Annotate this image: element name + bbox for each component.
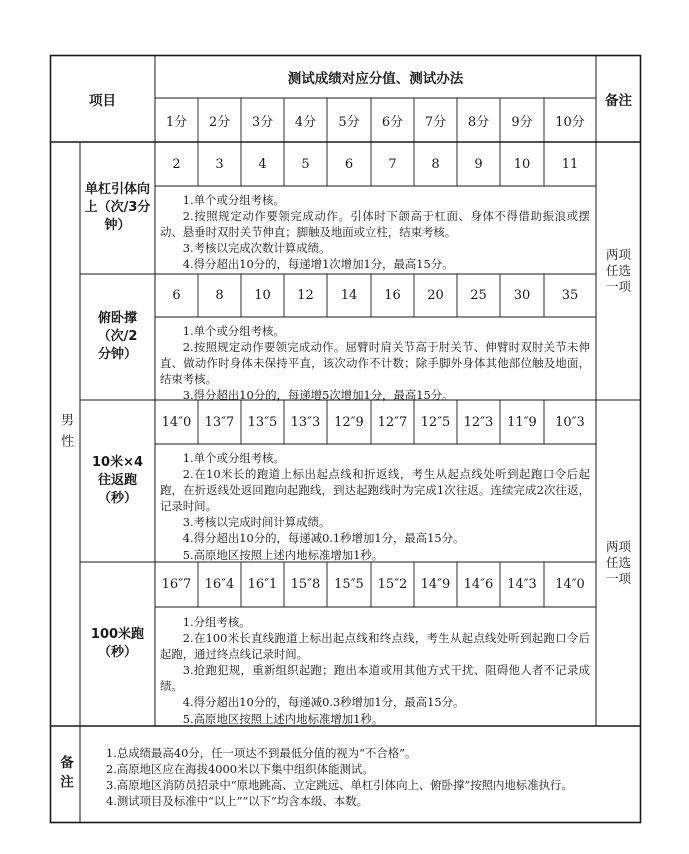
gender-label: 男性 — [58, 413, 73, 455]
value-cell: 13″5 — [247, 414, 278, 430]
rule-line: 4.得分超出10分的，每递增1次增加1分，最高15分。 — [182, 257, 454, 272]
value-cell: 20 — [427, 288, 444, 303]
rule-line: 4.得分超出10分的，每递减0.1秒增加1分，最高15分。 — [182, 531, 465, 546]
rule-line: 4.得分超出10分的，每递减0.3秒增加1分，最高15分。 — [182, 695, 465, 710]
value-cell: 5 — [301, 156, 310, 172]
score-7: 7分 — [424, 114, 447, 130]
value-cell: 14″3 — [507, 577, 537, 592]
value-cell: 10 — [513, 156, 531, 172]
score-6: 6分 — [381, 114, 404, 130]
value-cell: 16″1 — [247, 577, 278, 592]
score-3: 3分 — [251, 114, 274, 130]
rule-line: 3.考核以完成时间计算成绩。 — [182, 515, 331, 530]
footer-note: 1.总成绩最高40分，任一项达不到最低分值的视为“不合格”。 — [106, 746, 417, 760]
rule-line: 3.考核以完成次数计算成绩。 — [182, 241, 331, 256]
value-cell: 35 — [561, 288, 579, 303]
value-cell: 16″7 — [161, 577, 192, 592]
value-cell: 15″8 — [290, 577, 321, 592]
footer-note: 3.高原地区消防员招录中“原地跳高、立定跳远、单杠引体向上、俯卧撑”按照内地标准执行。 — [106, 778, 573, 793]
value-cell: 11″9 — [507, 414, 537, 430]
value-cell: 16 — [384, 288, 401, 303]
rules-pushup — [160, 323, 590, 403]
rule-line: 1.单个或分组考核。 — [182, 324, 285, 338]
item-name-100m: 100米跑（秒） — [90, 627, 145, 660]
rules-100m — [160, 614, 590, 727]
value-cell: 3 — [215, 156, 224, 172]
value-cell: 9 — [474, 156, 483, 172]
value-cell: 13″7 — [204, 414, 235, 430]
value-cell: 8 — [215, 288, 224, 303]
group-note-speed: 两项任选一项 — [605, 539, 631, 586]
value-cell: 6 — [344, 156, 354, 172]
rule-line: 1.单个或分组考核。 — [182, 193, 285, 207]
value-cell: 12″5 — [420, 414, 451, 430]
rules-pullup — [160, 192, 590, 272]
score-2: 2分 — [208, 114, 231, 130]
score-5: 5分 — [338, 114, 360, 130]
value-cell: 12″3 — [463, 414, 494, 430]
value-cell: 6 — [172, 288, 181, 303]
rule-line: 1.单个或分组考核。 — [182, 451, 285, 465]
rule-line: 5.高原地区按照上述内地标准增加1秒。 — [182, 711, 384, 726]
rule-line: 2.在10米长的跑道上标出起点线和折返线，考生从起点线处听到起跑口令后起跑，在折返线处返回跑向起跑线，到达起跑线时为完成1次往返。连续完成2次往返，记录时间。 — [160, 467, 590, 514]
item-name-pullup: 单杠引体向上（次/3分钟） — [84, 182, 151, 233]
value-cell: 14″0 — [555, 577, 585, 592]
value-cell: 16″4 — [204, 577, 235, 592]
value-cell: 14″0 — [161, 414, 192, 430]
value-cell: 8 — [431, 156, 440, 172]
header-item: 项目 — [89, 92, 116, 109]
item-name-pushup: 俯卧撑（次/2分钟） — [97, 311, 138, 362]
footer-notes — [106, 745, 626, 809]
value-cell: 10″3 — [555, 414, 585, 430]
rule-line: 3.抢跑犯规，重新组织起跑；跑出本道或用其他方式干扰、阻碍他人者不记录成绩。 — [160, 663, 590, 694]
value-cell: 13″3 — [290, 414, 321, 430]
rule-line: 3.得分超出10分的，每递增5次增加1分，最高15分。 — [182, 388, 454, 403]
value-cell: 10 — [254, 288, 271, 303]
score-1: 1分 — [165, 114, 188, 130]
score-10: 10分 — [555, 114, 585, 130]
value-cell: 12 — [297, 288, 314, 303]
rule-line: 2.按照规定动作要领完成动作。屈臂时肩关节高于肘关节、伸臂时双肘关节未伸直、做动作时身体未保持平直，该次动作不计数；除手脚外身体其他部位触及地面，结束考核。 — [160, 340, 590, 387]
value-cell: 14″6 — [463, 577, 494, 592]
value-cell: 12″7 — [377, 414, 408, 430]
score-8: 8分 — [467, 114, 490, 130]
value-cell: 14″9 — [420, 577, 451, 592]
rule-line: 5.高原地区按照上述内地标准增加1秒。 — [182, 547, 384, 562]
rules-shuttle-run — [160, 450, 590, 563]
value-cell: 15″2 — [377, 577, 408, 592]
value-cell: 14 — [340, 288, 358, 303]
value-cell: 2 — [172, 156, 181, 172]
footer-note: 2.高原地区应在海拔4000米以下集中组织体能测试。 — [106, 762, 374, 777]
header-remark: 备注 — [605, 92, 632, 109]
value-cell: 7 — [388, 156, 397, 172]
header-score-title: 测试成绩对应分值、测试办法 — [287, 70, 464, 87]
footer-label: 备注 — [57, 754, 73, 794]
value-cell: 15″5 — [334, 577, 364, 592]
item-name-shuttle-run: 10米×4往返跑（秒） — [91, 455, 144, 506]
value-cell: 11 — [561, 156, 579, 172]
footer-note: 4.测试项目及标准中“以上”“以下”均含本级、本数。 — [106, 794, 368, 809]
value-cell: 12″9 — [334, 414, 364, 430]
value-cell: 30 — [513, 288, 531, 303]
score-4: 4分 — [294, 114, 317, 130]
rule-line: 2.按照规定动作要领完成动作。引体时下颌高于杠面、身体不得借助振浪或摆动、悬垂时双肘关节伸直；脚触及地面或立柱，结束考核。 — [160, 209, 590, 240]
rule-line: 1.分组考核。 — [182, 615, 251, 629]
value-cell: 25 — [470, 288, 487, 303]
score-9: 9分 — [511, 114, 533, 130]
rule-line: 2.在100米长直线跑道上标出起点线和终点线，考生从起点线处听到起跑口令后起跑，通过终点线记录时间。 — [160, 631, 590, 662]
value-cell: 4 — [258, 156, 267, 172]
group-note-strength: 两项任选一项 — [605, 247, 631, 294]
